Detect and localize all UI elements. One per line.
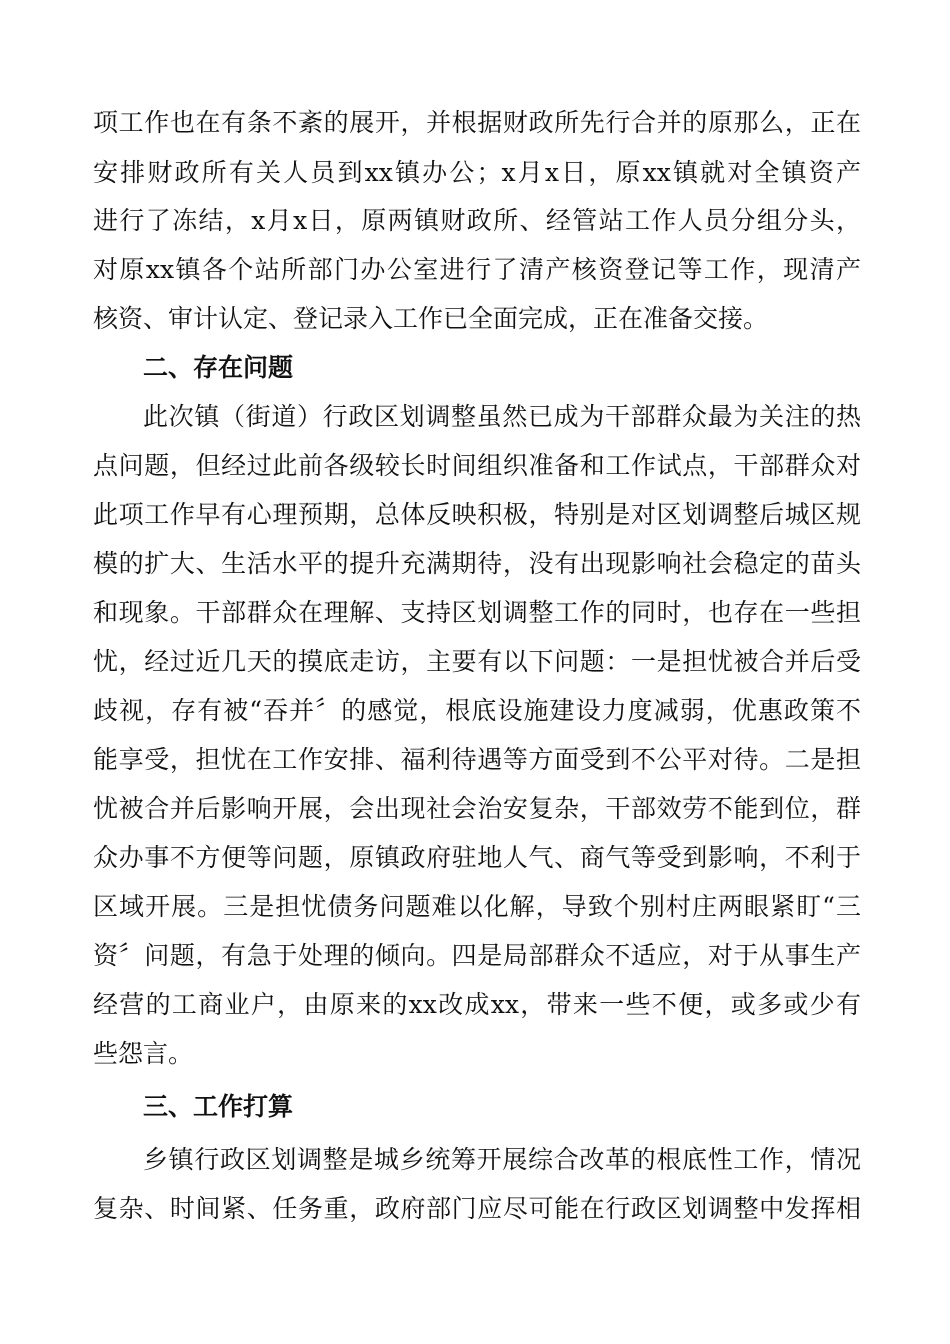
paragraph-line: 众办事不方便等问题，原镇政府驻地人气、商气等受到影响，不利于 bbox=[93, 843, 861, 872]
paragraph-line: 进行了冻结，x月x日，原两镇财政所、经管站工作人员分组分头， bbox=[93, 206, 861, 235]
paragraph-line: 模的扩大、生活水平的提升充满期待，没有出现影响社会稳定的苗头 bbox=[93, 549, 861, 578]
paragraph-line: 和现象。干部群众在理解、支持区划调整工作的同时，也存在一些担 bbox=[93, 598, 861, 627]
paragraph-line: 经营的工商业户，由原来的xx改成xx，带来一些不便，或多或少有 bbox=[93, 990, 861, 1019]
section-heading: 二、存在问题 bbox=[143, 353, 294, 382]
paragraph-line: 项工作也在有条不紊的展开，并根据财政所先行合并的原那么，正在 bbox=[93, 108, 861, 137]
paragraph-line: 核资、审计认定、登记录入工作已全面完成，正在准备交接。 bbox=[93, 304, 769, 333]
section-heading: 三、工作打算 bbox=[143, 1092, 294, 1121]
paragraph-line: 乡镇行政区划调整是城乡统筹开展综合改革的根底性工作，情况 bbox=[143, 1145, 861, 1174]
paragraph-line: 此次镇（街道）行政区划调整虽然已成为干部群众最为关注的热 bbox=[143, 402, 861, 431]
paragraph-line: 复杂、时间紧、任务重，政府部门应尽可能在行政区划调整中发挥相 bbox=[93, 1194, 861, 1223]
paragraph-line: 资〞问题，有急于处理的倾向。四是局部群众不适应，对于从事生产 bbox=[93, 941, 861, 970]
paragraph-line: 些怨言。 bbox=[93, 1039, 194, 1068]
paragraph-line: 安排财政所有关人员到xx镇办公；x月x日，原xx镇就对全镇资产 bbox=[93, 158, 861, 187]
paragraph-line: 忧，经过近几天的摸底走访，主要有以下问题：一是担忧被合并后受 bbox=[93, 647, 861, 676]
paragraph-line: 忧被合并后影响开展，会出现社会治安复杂，干部效劳不能到位，群 bbox=[93, 794, 861, 823]
paragraph-line: 对原xx镇各个站所部门办公室进行了清产核资登记等工作，现清产 bbox=[93, 255, 861, 284]
paragraph-line: 点问题，但经过此前各级较长时间组织准备和工作试点，干部群众对 bbox=[93, 451, 861, 480]
paragraph-line: 此项工作早有心理预期，总体反映积极，特别是对区划调整后城区规 bbox=[93, 500, 861, 529]
paragraph-line: 区域开展。三是担忧债务问题难以化解，导致个别村庄两眼紧盯“三 bbox=[93, 892, 861, 921]
paragraph-line: 歧视，存有被“吞并〞的感觉，根底设施建设力度减弱，优惠政策不 bbox=[93, 696, 861, 725]
paragraph-line: 能享受，担忧在工作安排、福利待遇等方面受到不公平对待。二是担 bbox=[93, 745, 861, 774]
